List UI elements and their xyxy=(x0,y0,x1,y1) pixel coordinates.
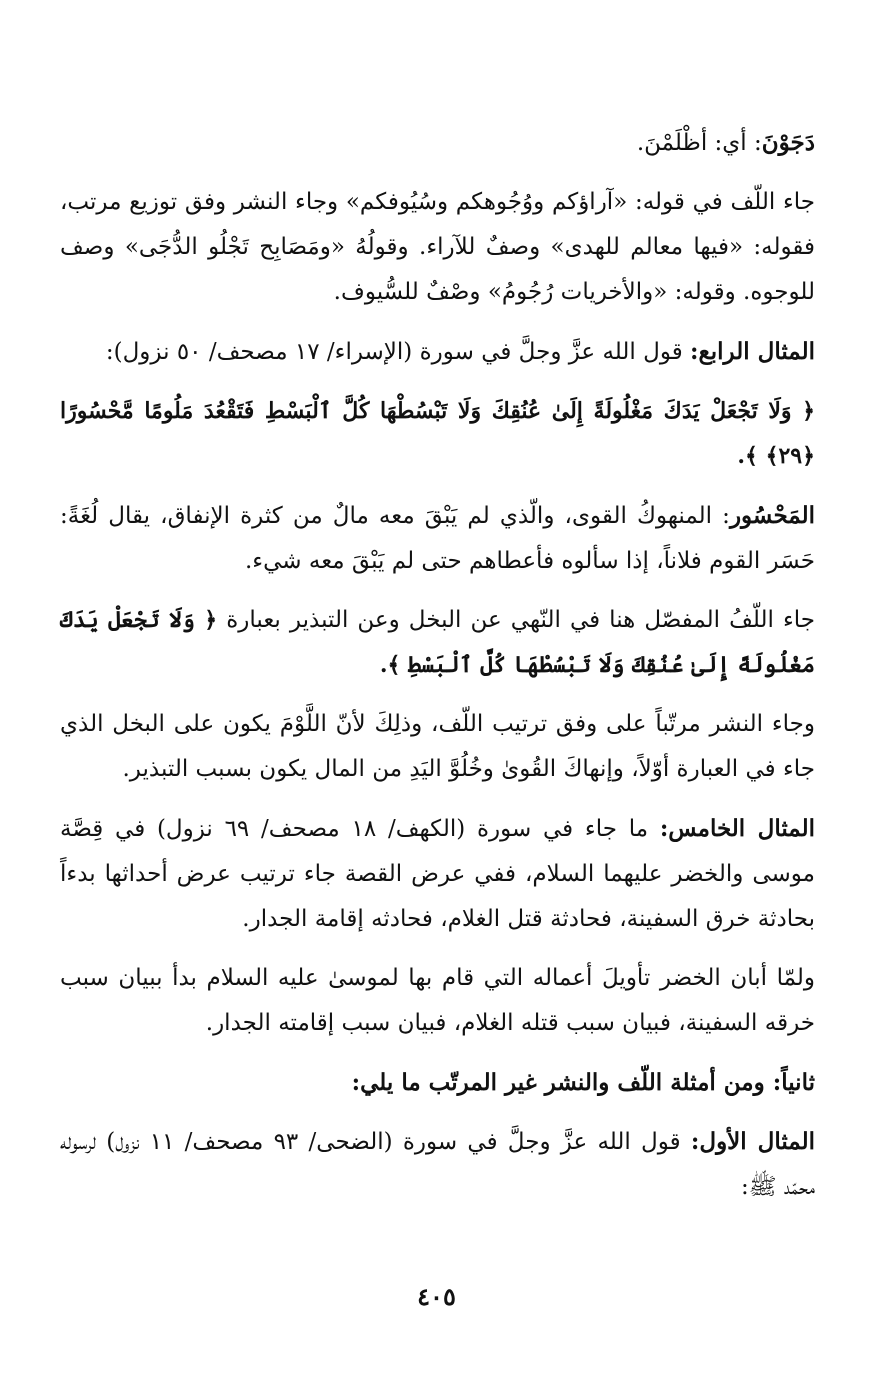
example-heading: المثال الأول: xyxy=(690,1128,815,1155)
paragraph-dajawna-definition xyxy=(60,120,815,166)
example-text: ما جاء في سورة (الكهف/ ١٨ مصحف/ ٦٩ نزول) في قِصَّة موسى والخضر عليهما السلام، ففي عرض القصة جاء ترتيب عرض أحداثها بدءاً بحادثة خرق السفينة، فحادثة قتل الغلام، فحادثه إقامة الجدار. xyxy=(60,816,815,932)
paragraph-example-five xyxy=(60,806,815,942)
defined-term: المَحْسُور xyxy=(729,502,815,529)
section-heading-unordered: ثانياً: ومن أمثلة اللّف والنشر غير المرتّب ما يلي: xyxy=(351,1069,815,1096)
paragraph-example-four xyxy=(60,329,815,375)
paragraph-example-one xyxy=(60,1119,815,1210)
paragraph-laff-mufassal xyxy=(60,598,815,688)
example-text: قول الله عزَّ وجلَّ في سورة (الإسراء/ ١٧ مصحف/ ٥٠ نزول): xyxy=(105,339,683,365)
quran-verse-quote: ﴿ وَلَا تَجْعَلْ يَدَكَ مَغْلُولَةً إِلَىٰ عُنُقِكَ وَلَا تَبْسُطْهَا كُلَّ ٱلْبَسْطِ ﴾. xyxy=(60,607,815,678)
defined-term: دَجَوْنَ xyxy=(761,129,815,156)
quran-verse-isra: ﴿ وَلَا تَجْعَلْ يَدَكَ مَغْلُولَةً إِلَىٰ عُنُقِكَ وَلَا تَبْسُطْهَا كُلَّ ٱلْبَسْطِ فَتَقْعُدَ مَلُومًا مَّحْسُورًا ﴿٢٩﴾ ﴾. xyxy=(60,398,815,469)
page-number: ٤٠٥ xyxy=(417,1282,456,1311)
paragraph-nashr-ordered: وجاء النشر مرتّباً على وفق ترتيب اللّف، وذلِكَ لأنّ اللَّوْمَ يكون على البخل الذي جاء في العبارة أوّلاً، وإنهاكَ القُوىٰ وخُلُوَّ اليَدِ من المال يكون بسبب التبذير. xyxy=(60,711,815,782)
definition-text: : المنهوكُ القوى، والّذي لم يَبْقَ معه مالٌ من كثرة الإنفاق، يقال لُغَةً: حَسَر القوم فلاناً، إذا سألوه فأعطاهم حتى لم يَبْقَ معه شيء. xyxy=(60,503,815,574)
paragraph-khidr-explanation: ولمّا أبان الخضر تأويلَ أعماله التي قام بها لموسىٰ عليه السلام بدأ ببيان سبب خرقه السفينة، فبيان سبب قتله الغلام، فبيان سبب إقامته الجدار. xyxy=(60,965,815,1036)
example-heading: المثال الخامس: xyxy=(659,815,816,842)
paragraph-mahsur-definition xyxy=(60,493,815,584)
example-text: قول الله عزَّ وجلَّ في سورة (الضحى/ ٩٣ مصحف/ ١١ نزول) لرسوله محمّد ﷺ: xyxy=(60,1129,815,1200)
paragraph-laff-explanation: جاء اللّف في قوله: «آراؤكم ووُجُوهكم وسُيُوفكم» وجاء النشر وفق توزيع مرتب، فقوله: «فيها معالم للهدى» وصفٌ للآراء. وقولُهُ «ومَصَابِح تَجْلُو الدُّجَى» وصف للوجوه. وقوله: «والأخريات رُجُومُ» وصْفٌ للسُّيوف. xyxy=(60,189,815,305)
paragraph-text: جاء اللّفُ المفصّل هنا في النّهي عن البخل وعن التبذير بعبارة xyxy=(226,607,816,633)
example-heading: المثال الرابع: xyxy=(690,338,815,365)
definition-text: : أي: أظْلَمْنَ. xyxy=(636,130,762,156)
